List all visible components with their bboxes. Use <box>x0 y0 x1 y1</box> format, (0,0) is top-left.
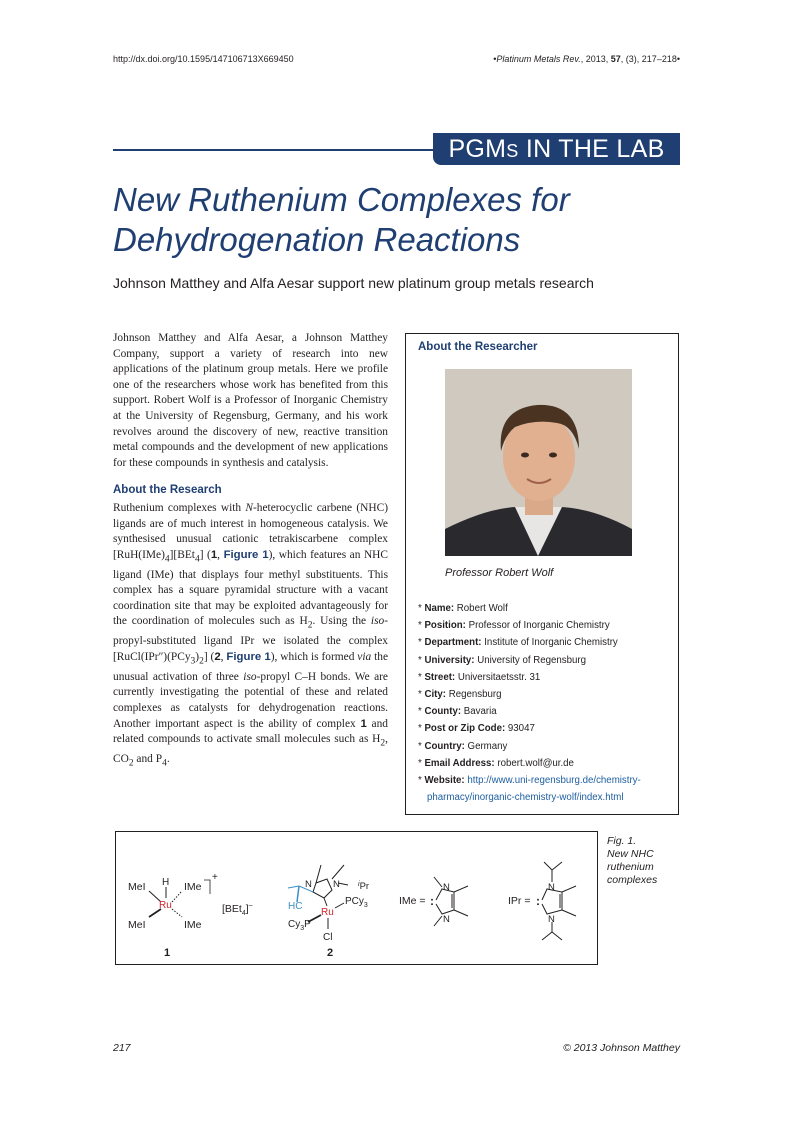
rt12: ), which is formed <box>270 650 358 663</box>
rt14: -propyl C–H bonds. We are currently investigating the potential of these and related complexes as catalysts for dehydrogenation reactions. Another important aspect is the ability of complex <box>113 670 388 730</box>
rt4: ] ( <box>199 548 211 561</box>
ipr-i: i <box>358 881 360 888</box>
rt11: , <box>220 650 227 663</box>
figure-caption <box>607 835 687 887</box>
rt10: ] ( <box>203 650 215 663</box>
rsub3: 3 <box>190 656 196 667</box>
chemical-structures <box>116 832 597 964</box>
research-heading: About the Research <box>113 484 222 497</box>
c2-n-left: N <box>305 879 312 890</box>
rt2: -heterocyclic carbene (NHC) ligands are of much interest in homogeneous catalysis. We synthesised unusual cationic tetrakiscarbene complex [RuH(IMe) <box>113 501 388 561</box>
c1-ime-tr: IMe <box>184 881 202 893</box>
vinyl-bond-2 <box>288 886 299 888</box>
info-value: Professor of Inorganic Chemistry <box>468 620 610 632</box>
info-value: 93047 <box>507 723 535 735</box>
c1-label: 1 <box>164 947 171 959</box>
figure-1-link-2[interactable]: Figure 1 <box>226 650 271 663</box>
info-item-department: * Department: Institute of Inorganic Chemistry <box>418 637 618 649</box>
citation-year: , 2013, <box>580 54 611 64</box>
ipr-me-b <box>562 910 576 916</box>
carbene-ru-bond <box>324 898 327 906</box>
ipr-top-me1 <box>544 862 552 870</box>
info-value: University of Regensburg <box>477 654 587 666</box>
email-link[interactable]: robert.wolf@ur.de <box>497 757 574 769</box>
c2-ipr <box>358 881 369 892</box>
citation-volume: 57 <box>610 54 621 64</box>
c2-hc: HC <box>288 901 303 912</box>
rsub2c: 2 <box>380 738 386 749</box>
info-key: Email Address: <box>424 757 495 769</box>
info-key: University: <box>424 654 475 666</box>
methyl-bond-2 <box>332 865 344 879</box>
riso2: iso <box>243 670 257 683</box>
ipr-label: IPr = <box>508 895 531 907</box>
anion-main: [BEt <box>222 903 242 915</box>
c1-h: H <box>162 877 170 888</box>
ime-me-4 <box>434 916 442 926</box>
info-value: Institute of Inorganic Chemistry <box>484 637 618 649</box>
page-number: 217 <box>113 1042 131 1054</box>
info-item-email: * Email Address: robert.wolf@ur.de <box>418 757 574 769</box>
ipr-n-top: N <box>548 882 555 893</box>
rt9: ) <box>195 650 200 663</box>
website-link[interactable]: http://www.uni-regensburg.de/chemistry-pharmacy/inorganic-chemistry-wolf/index.html <box>427 775 641 804</box>
journal-name: Platinum Metals Rev. <box>496 54 581 64</box>
info-key: County: <box>424 706 462 718</box>
ipr-carbene-dots: : <box>536 894 540 908</box>
fig-caption-line-2: New NHC <box>607 848 654 860</box>
anion-sup: – <box>248 902 253 909</box>
researcher-info-list <box>418 600 673 806</box>
rt15: and related compounds to activate small molecules such as H <box>113 717 388 746</box>
rt7: . Using the <box>312 615 371 628</box>
rt3: ][BEt <box>169 548 195 561</box>
ru-ime-bond-tr <box>172 891 182 902</box>
section-pgm: PGM <box>448 135 507 163</box>
info-value: Bavaria <box>463 706 497 718</box>
portrait-image <box>445 369 632 556</box>
photo-caption: Professor Robert Wolf <box>445 567 554 579</box>
pcy3-main: PCy <box>345 896 364 907</box>
c2-cl: Cl <box>323 932 333 943</box>
section-s: S <box>506 141 519 161</box>
rvia: via <box>357 650 372 663</box>
ipr-pr: Pr <box>359 881 370 892</box>
info-item-position: * Position: Professor of Inorganic Chemistry <box>418 620 610 632</box>
c1-mei-tl: MeI <box>128 881 146 893</box>
info-item-name: * Name: Robert Wolf <box>418 603 508 614</box>
journal-citation <box>493 54 680 64</box>
article-subtitle: Johnson Matthey and Alfa Aesar support new platinum group metals research <box>113 275 594 291</box>
ime-n-bot: N <box>443 914 450 925</box>
rsub4c: 4 <box>162 758 167 769</box>
info-value: Regensburg <box>448 689 502 701</box>
ipr-bot-me1 <box>542 932 552 940</box>
rt18: . <box>166 752 170 765</box>
doi-link[interactable]: http://dx.doi.org/10.1595/147106713X669450 <box>113 54 294 64</box>
info-key: Name: <box>424 603 455 614</box>
info-item-university: * University: University of Regensburg <box>418 654 587 666</box>
rsub2a: 2 <box>307 620 313 631</box>
c1-ru: Ru <box>159 900 172 911</box>
c1-mei-bl: MeI <box>128 919 146 931</box>
rsub2d: 2 <box>128 758 134 769</box>
ime-me-2 <box>454 886 468 892</box>
riso1: iso <box>370 615 385 628</box>
ime-ligand <box>399 877 468 926</box>
info-key: Country: <box>424 740 465 752</box>
ime-label: IMe = <box>399 895 426 907</box>
info-key: Street: <box>424 671 456 683</box>
info-value: Robert Wolf <box>456 603 508 614</box>
c2-ru: Ru <box>321 907 334 918</box>
ipr-ligand <box>508 862 576 940</box>
ipr-top-me2 <box>552 862 562 870</box>
info-key: City: <box>424 689 446 701</box>
complex-1 <box>128 872 253 959</box>
compound-2-ref: 2 <box>214 650 221 663</box>
info-item-street: * Street: Universitaetsstr. 31 <box>418 671 541 683</box>
ime-carbene-dots: : <box>430 894 434 908</box>
researcher-box <box>405 333 679 815</box>
methyl-bond-1 <box>316 865 321 883</box>
main-text-column <box>113 331 388 772</box>
ime-n-top: N <box>443 882 450 893</box>
info-item-country: * Country: Germany <box>418 740 508 752</box>
info-item-city: * City: Regensburg <box>418 689 502 701</box>
section-rest: IN THE LAB <box>518 135 665 163</box>
info-key: Post or Zip Code: <box>424 723 506 735</box>
info-key: Department: <box>424 637 482 649</box>
rsub4a: 4 <box>164 554 170 564</box>
intro-paragraph: Johnson Matthey and Alfa Aesar, a Johnson Matthey Company, support a variety of research into new applications of the platinum group metals. Here we profile one of the researchers whose work has benefited from this support. Robert Wolf is a Professor of Inorganic Chemistry at the University of Regensburg, Germany, and his work revolves around the discovery of new, reactive transition metal compounds and the development of new applications for these compounds in synthesis and catalysis. <box>113 332 388 469</box>
rt5: , <box>217 548 224 561</box>
cy3p-p: P <box>304 919 311 930</box>
cy3p-cy: Cy <box>288 919 301 930</box>
rt17: and P <box>133 752 163 765</box>
rt6: ), which features an NHC ligand (IMe) that displays four methyl substituents. This complex has a square pyramidal structure with a vacant coordination site that may be exploited advantageously for the coordination of molecules such as H <box>113 548 389 628</box>
c2-cy3p <box>288 919 311 932</box>
info-key: Website: <box>424 775 465 787</box>
ru-ime-bond-br <box>172 909 182 917</box>
rsub4b: 4 <box>194 554 200 564</box>
copyright: © 2013 Johnson Matthey <box>563 1042 680 1054</box>
info-item-postcode: * Post or Zip Code: 93047 <box>418 723 535 735</box>
rsub2b: 2 <box>199 656 204 667</box>
rt16: , CO <box>113 733 388 765</box>
rt1: Ruthenium complexes with <box>113 501 246 514</box>
c1-ime-br: IMe <box>184 919 202 931</box>
c2-label: 2 <box>327 947 334 959</box>
researcher-photo <box>445 369 632 556</box>
ru-pcy3-bond-2 <box>335 903 344 908</box>
ime-me-1 <box>434 877 442 887</box>
info-value: Germany <box>467 740 508 752</box>
fig-caption-line-3: ruthenium <box>607 861 654 873</box>
compound-1-ref: 1 <box>210 548 218 561</box>
info-item-website: * Website: http://www.uni-regensburg.de/chemistry-pharmacy/inorganic-chemistry-wolf/index.html <box>418 775 641 804</box>
citation-bullet-right: • <box>676 54 680 64</box>
anion-sub: 4 <box>241 910 246 917</box>
ipr-me-a <box>562 886 576 892</box>
rt1-it: N <box>245 501 253 514</box>
charge-bracket <box>204 880 210 894</box>
rt8: -propyl-substituted ligand IPr we isolated the complex [RuCl(IPr″)(PCy <box>113 615 388 663</box>
pcy3-sub: 3 <box>363 902 368 909</box>
researcher-box-title: About the Researcher <box>418 341 538 353</box>
c2-pcy3 <box>345 896 368 909</box>
c1-anion <box>222 902 253 917</box>
ime-me-3 <box>454 910 468 916</box>
fig-caption-line-1: Fig. 1. <box>607 835 637 847</box>
anion-end: ] <box>245 903 249 915</box>
compound-1-ref-2: 1 <box>360 717 367 730</box>
info-item-county: * County: Bavaria <box>418 706 497 718</box>
section-banner <box>433 133 680 165</box>
title-line-2: Dehydrogenation Reactions <box>113 221 521 258</box>
ipr-bot-me2 <box>552 932 562 940</box>
cy3p-sub: 3 <box>300 925 305 932</box>
research-paragraph <box>113 501 388 772</box>
citation-issue-pages: , (3), 217–218 <box>620 54 677 64</box>
c2-n-right: N <box>333 879 340 890</box>
fig-caption-line-4: complexes <box>607 874 658 886</box>
figure-1-box <box>115 831 598 965</box>
citation-bullet-left: • <box>493 54 497 64</box>
info-value: Universitaetsstr. 31 <box>457 671 541 683</box>
rt13: the unusual activation of three <box>113 650 389 683</box>
ipr-n-bot: N <box>548 914 555 925</box>
info-key: Position: <box>424 620 466 632</box>
vinyl-double-bond <box>297 886 299 902</box>
article-title <box>113 180 693 260</box>
figure-1-link[interactable]: Figure 1 <box>223 548 269 561</box>
c1-plus: + <box>212 872 218 883</box>
complex-2 <box>288 865 369 959</box>
title-line-1: New Ruthenium Complexes for <box>113 181 570 218</box>
section-rule <box>113 149 433 151</box>
